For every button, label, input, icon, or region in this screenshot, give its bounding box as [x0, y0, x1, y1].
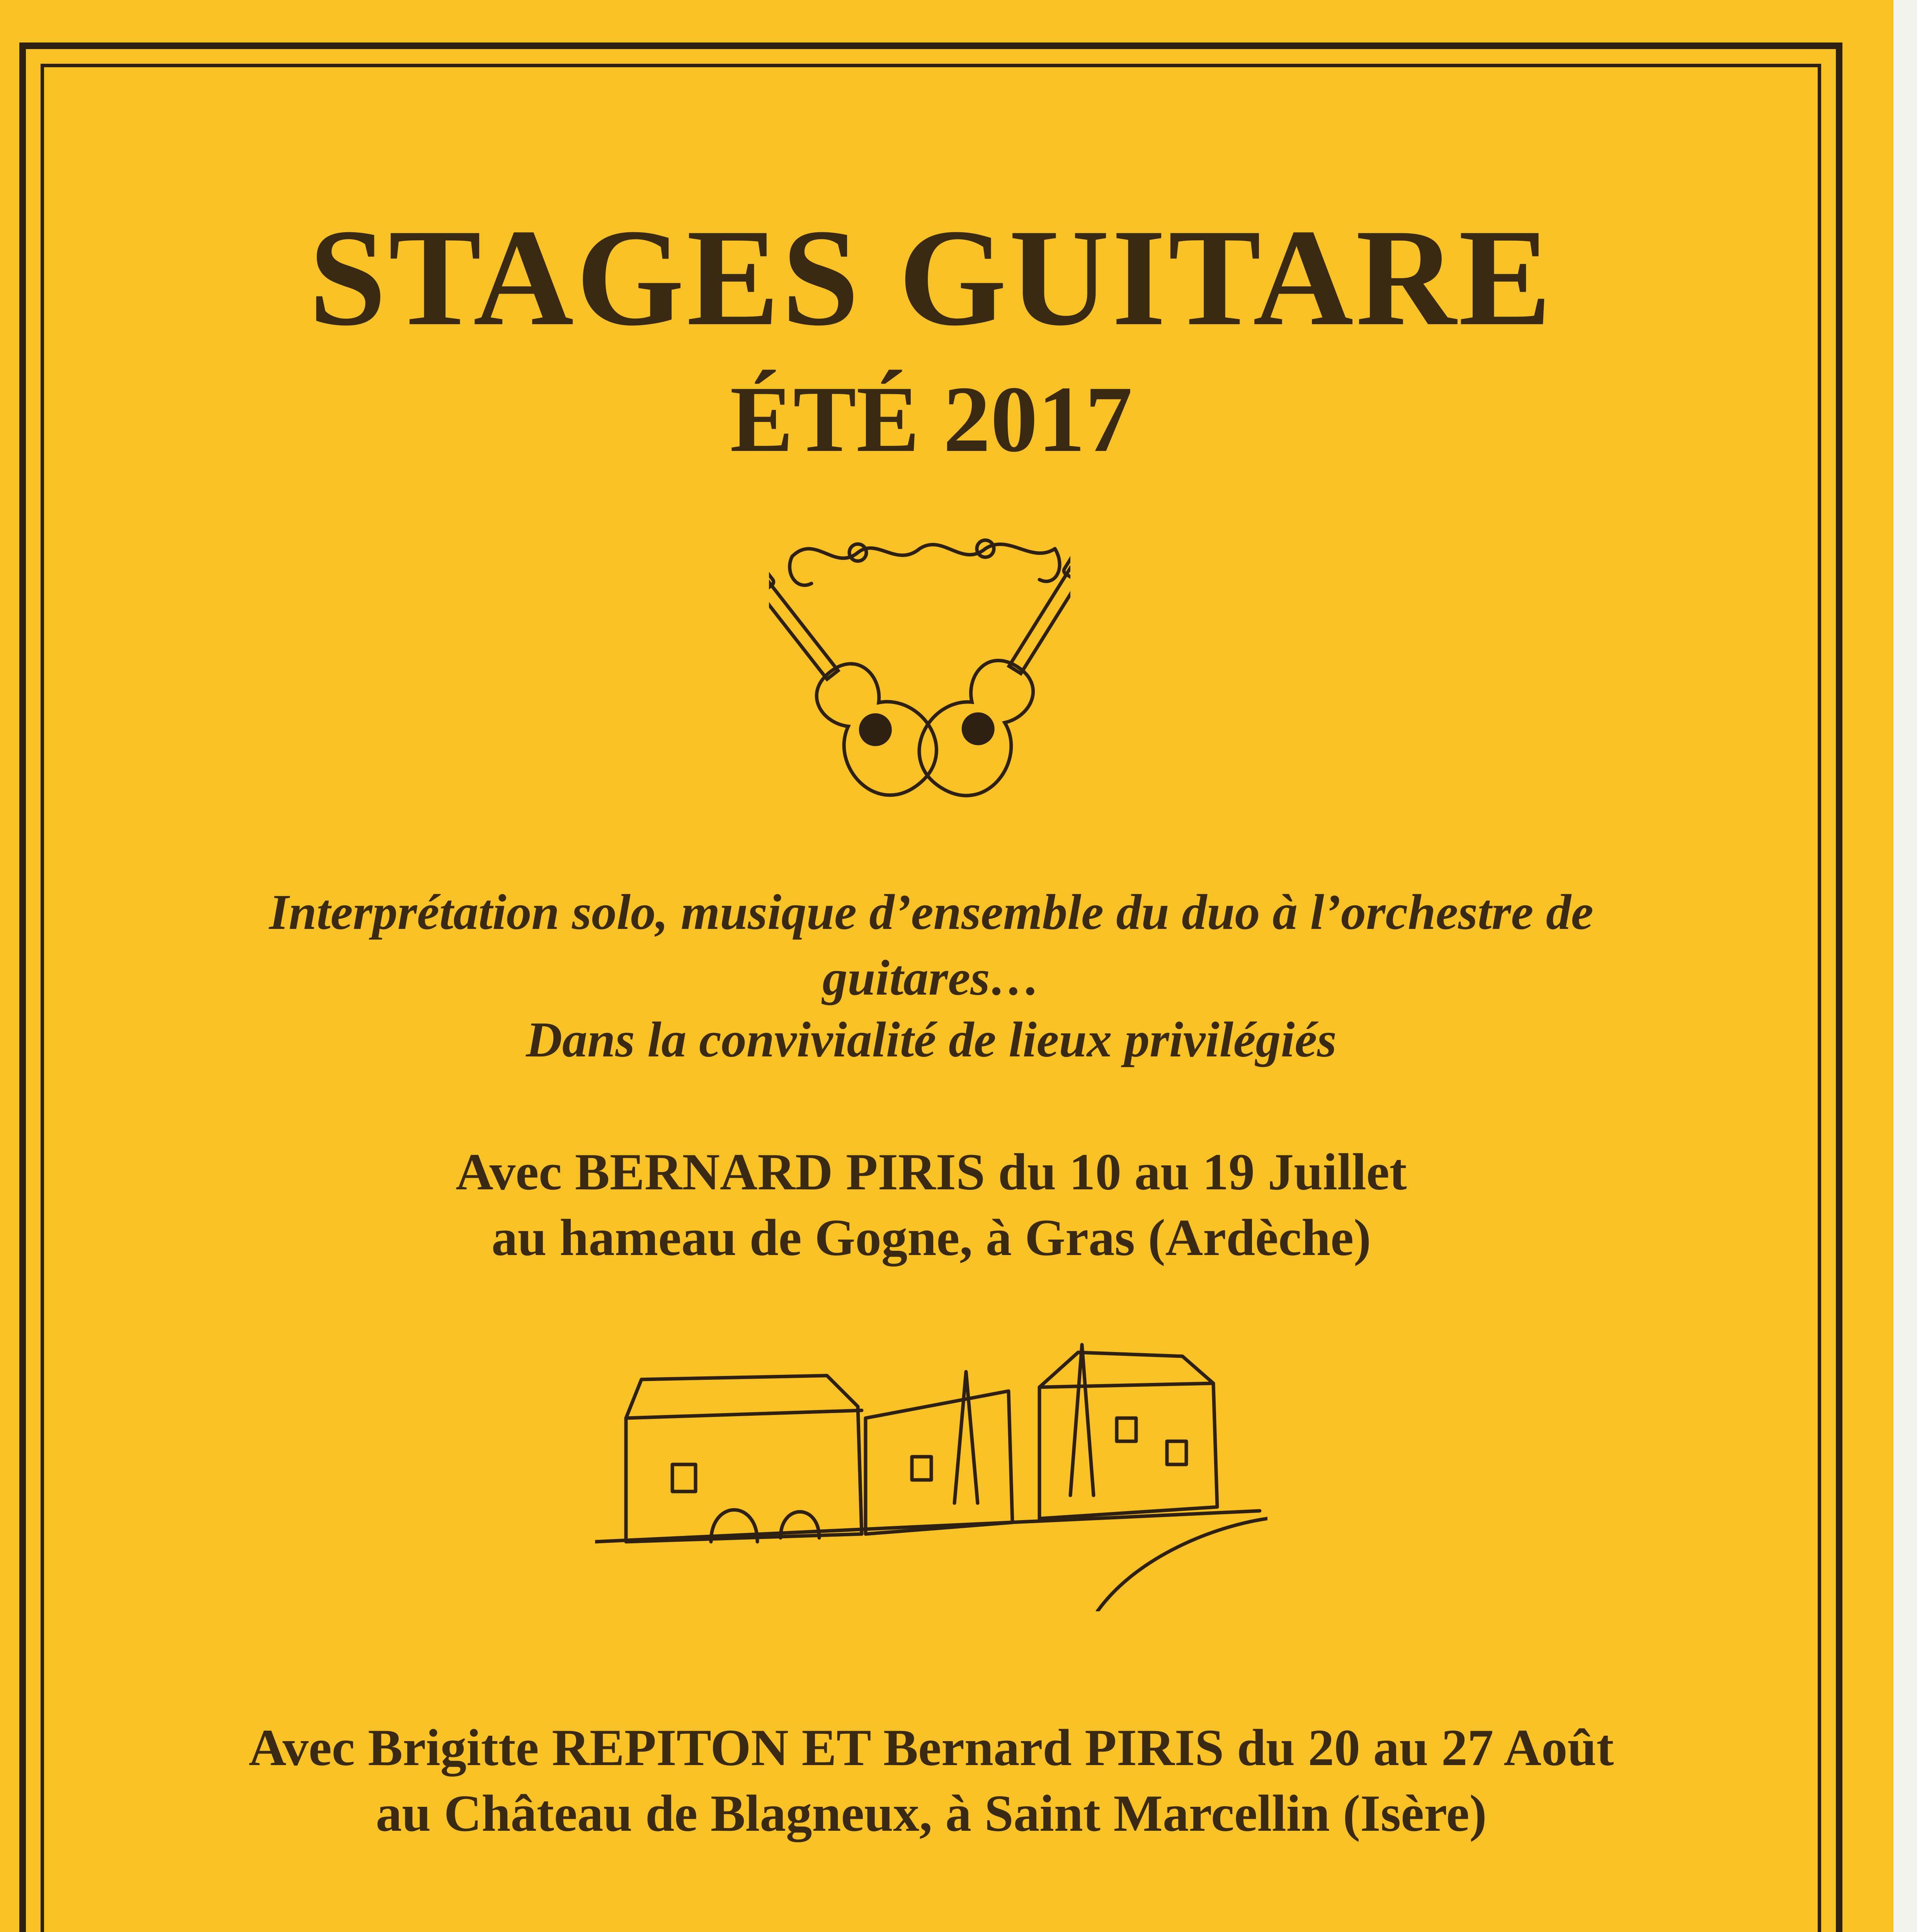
page-title: STAGES GUITARE — [309, 200, 1554, 354]
scan-margin-right — [1893, 0, 1917, 1932]
intro-line-3: Dans la convivialité de lieux privilégiés — [526, 1012, 1337, 1068]
session2-dates: Avec Brigitte REPITON ET Bernard PIRIS du 20 au 27 Août — [248, 1719, 1614, 1777]
session1-place: au hameau de Gogne, à Gras (Ardèche) — [491, 1209, 1371, 1267]
crossed-guitars-icon — [769, 526, 1070, 819]
page-subtitle: ÉTÉ 2017 — [730, 367, 1133, 471]
session2-place: au Château de Blagneux, à Saint Marcellin (Isère) — [376, 1785, 1487, 1842]
intro-line-1: Interprétation solo, musique d’ensemble du duo à l’orchestre de — [269, 884, 1594, 940]
intro-line-2: guitares… — [822, 950, 1040, 1006]
session1-dates: Avec BERNARD PIRIS du 10 au 19 Juillet — [456, 1143, 1407, 1201]
village-houses-icon — [595, 1341, 1267, 1611]
